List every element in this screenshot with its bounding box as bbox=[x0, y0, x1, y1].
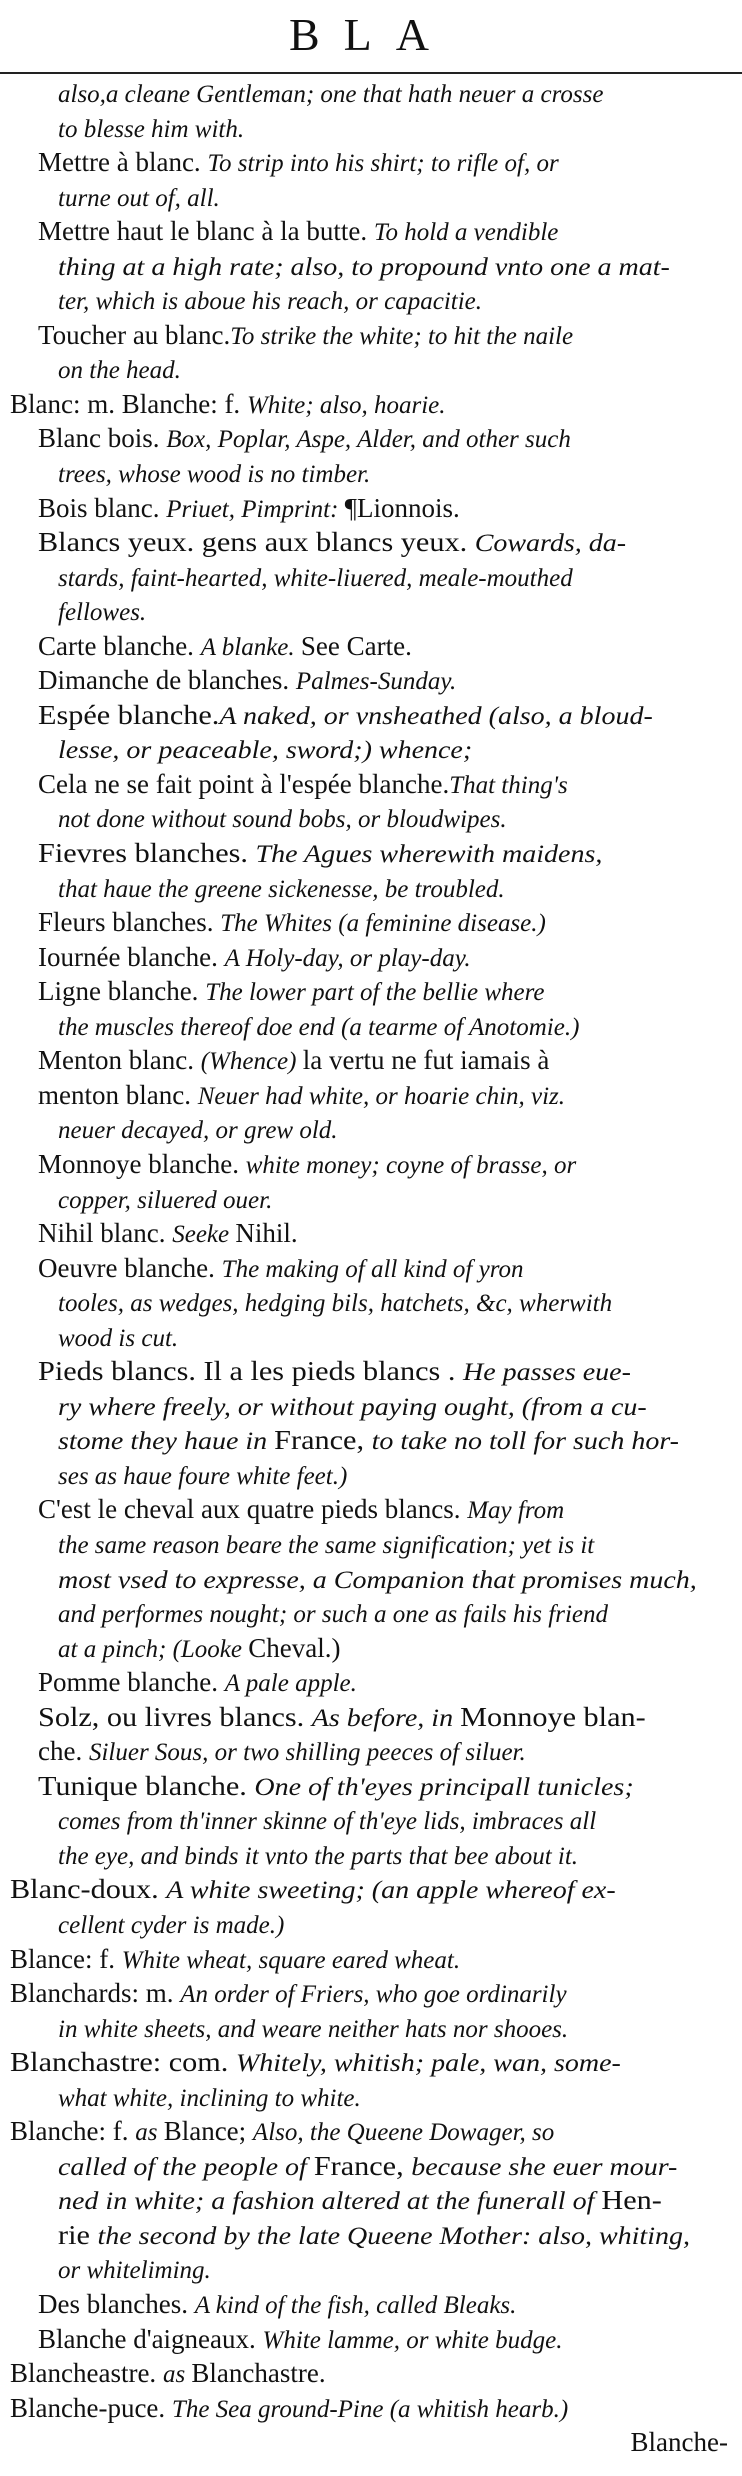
header-rule bbox=[0, 72, 742, 74]
line-text bbox=[58, 596, 146, 626]
dictionary-line bbox=[10, 1287, 728, 1317]
definition-text: To strike the white; to hit the naile bbox=[230, 322, 574, 350]
definition-text: lesse, or peaceable, sword;) whence; bbox=[58, 737, 473, 765]
dictionary-line bbox=[10, 976, 728, 1006]
dictionary-line bbox=[10, 493, 728, 523]
line-text bbox=[58, 285, 482, 315]
definition-text: tooles, as wedges, hedging bils, hatchets, &c, wherwith bbox=[58, 1290, 613, 1318]
headword-text: Carte blanche. bbox=[38, 630, 201, 661]
definition-text: A blanke. bbox=[200, 633, 301, 661]
dictionary-line bbox=[10, 182, 728, 212]
dictionary-line bbox=[10, 1874, 728, 1904]
definition-text: thing at a high rate; also, to propound vnto one a mat- bbox=[58, 253, 670, 281]
definition-text: on the head. bbox=[58, 357, 181, 385]
dictionary-line bbox=[10, 1978, 728, 2008]
line-text bbox=[58, 734, 472, 764]
dictionary-line bbox=[10, 665, 728, 695]
dictionary-line bbox=[10, 1425, 728, 1455]
dictionary-line bbox=[10, 2116, 728, 2146]
headword-text: Blanche d'aigneaux. bbox=[38, 2323, 263, 2354]
line-text bbox=[38, 1736, 526, 1766]
line-text bbox=[38, 216, 558, 246]
dictionary-line bbox=[10, 389, 728, 419]
line-text bbox=[38, 423, 571, 453]
line-text bbox=[58, 458, 370, 488]
line-text bbox=[58, 1391, 647, 1421]
dictionary-line bbox=[10, 527, 728, 557]
definition-text: A kind of the fish, called Bleaks. bbox=[194, 2292, 517, 2319]
dictionary-line bbox=[10, 1494, 728, 1524]
definition-text: copper, siluered ouer. bbox=[58, 1186, 273, 1214]
headword-text: Monnoye blan- bbox=[460, 1701, 646, 1732]
headword-text: Blanchastre. bbox=[191, 2358, 326, 2389]
line-text bbox=[58, 1805, 596, 1835]
line-text bbox=[38, 1080, 565, 1110]
line-text bbox=[10, 2116, 554, 2146]
dictionary-line bbox=[10, 1045, 728, 1075]
definition-text: the same reason beare the same signification; yet is it bbox=[58, 1531, 595, 1559]
headword-text: Espée blanche. bbox=[38, 699, 220, 730]
line-text bbox=[38, 1356, 631, 1386]
headword-text: Blanche: f. bbox=[10, 2116, 136, 2147]
definition-text: He passes eue- bbox=[462, 1359, 631, 1387]
dictionary-line bbox=[10, 78, 728, 108]
dictionary-line bbox=[10, 1840, 728, 1870]
line-text bbox=[38, 976, 545, 1006]
line-text bbox=[58, 1425, 679, 1455]
dictionary-line bbox=[10, 1944, 728, 1974]
definition-text: the eye, and binds it vnto the parts that bee about it. bbox=[58, 1842, 579, 1870]
dictionary-line bbox=[10, 1218, 728, 1248]
dictionary-line bbox=[10, 354, 728, 384]
definition-text: also,a cleane Gentleman; one that hath neuer a crosse bbox=[58, 81, 604, 108]
dictionary-line bbox=[10, 2358, 728, 2388]
definition-text: Whitely, whitish; pale, wan, some- bbox=[235, 2050, 621, 2078]
dictionary-line bbox=[10, 2289, 728, 2319]
dictionary-line bbox=[10, 596, 728, 626]
line-text bbox=[38, 1702, 646, 1732]
dictionary-line bbox=[10, 285, 728, 315]
dictionary-line bbox=[10, 2427, 728, 2457]
dictionary-line bbox=[10, 1529, 728, 1559]
line-text bbox=[38, 493, 460, 523]
line-text bbox=[38, 1149, 576, 1179]
dictionary-line bbox=[10, 838, 728, 868]
dictionary-line bbox=[10, 769, 728, 799]
headword-text: Blanc bois. bbox=[38, 423, 167, 454]
definition-text: White wheat, square eared wheat. bbox=[121, 1946, 461, 1974]
dictionary-line bbox=[10, 320, 728, 350]
headword-text: France, bbox=[313, 2150, 412, 2181]
line-text bbox=[38, 1771, 634, 1801]
definition-text: and performes nought; or such a one as fails his friend bbox=[58, 1601, 608, 1629]
definition-text: An order of Friers, who goe ordinarily bbox=[180, 1981, 567, 2009]
definition-text: ses as haue foure white feet.) bbox=[58, 1462, 348, 1490]
definition-text: A naked, or vnsheathed (also, a bloud- bbox=[219, 702, 653, 730]
line-text bbox=[58, 1287, 612, 1317]
definition-text: That thing's bbox=[449, 771, 568, 799]
dictionary-line bbox=[10, 2393, 728, 2423]
headword-text: Hen- bbox=[601, 2185, 662, 2216]
dictionary-line bbox=[10, 1080, 728, 1110]
line-text bbox=[58, 1184, 272, 1214]
definition-text: Seeke bbox=[172, 1221, 236, 1249]
definition-text: ned in white; a fashion altered at the funerall of bbox=[58, 2188, 602, 2216]
definition-text: To hold a vendible bbox=[373, 219, 559, 247]
headword-text: Blanc-doux. bbox=[10, 1874, 167, 1905]
headword-text: Oeuvre blanche. bbox=[38, 1252, 222, 1283]
definition-text: the muscles thereof doe end (a tearme of Anotomie.) bbox=[58, 1013, 580, 1041]
dictionary-line bbox=[10, 1805, 728, 1835]
line-text bbox=[58, 182, 220, 212]
headword-text: Blanc: m. Blanche: f. bbox=[10, 388, 247, 419]
dictionary-line bbox=[10, 2013, 728, 2043]
definition-text: that haue the greene sickenesse, be troubled. bbox=[58, 875, 505, 903]
line-text bbox=[58, 1114, 338, 1144]
headword-text: Mettre haut le blanc à la butte. bbox=[38, 216, 374, 247]
dictionary-line bbox=[10, 458, 728, 488]
definition-text: The making of all kind of yron bbox=[221, 1255, 524, 1283]
dictionary-line bbox=[10, 942, 728, 972]
dictionary-line bbox=[10, 700, 728, 730]
definition-text: The Whites (a feminine disease.) bbox=[220, 910, 546, 938]
line-text bbox=[58, 1909, 284, 1939]
definition-text: at a pinch; (Looke bbox=[58, 1635, 249, 1663]
headword-text: Blanche-puce. bbox=[10, 2392, 172, 2423]
line-text bbox=[58, 2082, 361, 2112]
line-text bbox=[58, 2220, 690, 2250]
line-text bbox=[10, 1874, 616, 1904]
headword-text: che. bbox=[38, 1736, 89, 1767]
headword-text: Iournée blanche. bbox=[38, 941, 225, 972]
dictionary-line bbox=[10, 631, 728, 661]
headword-text: Blance: f. bbox=[10, 1943, 122, 1974]
dictionary-line bbox=[10, 1702, 728, 1732]
definition-text: to blesse him with. bbox=[58, 115, 245, 143]
line-text bbox=[58, 113, 244, 143]
headword-text: Blanchastre: com. bbox=[10, 2047, 236, 2078]
headword-text: Menton blanc. bbox=[38, 1045, 201, 1076]
headword-text: ¶Lionnois. bbox=[344, 492, 460, 523]
headword-text: Bois blanc. bbox=[38, 492, 167, 523]
headword-text: rie bbox=[58, 2219, 98, 2250]
dictionary-line bbox=[10, 1253, 728, 1283]
definition-text: what white, inclining to white. bbox=[58, 2084, 361, 2112]
dictionary-line bbox=[10, 2047, 728, 2077]
line-text bbox=[58, 2151, 677, 2181]
line-text bbox=[38, 942, 471, 972]
headword-text: See Carte. bbox=[300, 630, 412, 661]
line-text bbox=[38, 2289, 516, 2319]
dictionary-line bbox=[10, 2151, 728, 2181]
line-text bbox=[10, 2393, 568, 2423]
line-text bbox=[58, 251, 670, 281]
dictionary-line bbox=[10, 734, 728, 764]
definition-text: neuer decayed, or grew old. bbox=[58, 1117, 338, 1145]
definition-text: as bbox=[135, 2119, 164, 2147]
definition-text: fellowes. bbox=[58, 599, 147, 627]
definition-text: white money; coyne of brasse, or bbox=[245, 1151, 577, 1179]
definition-text: As before, in bbox=[311, 1704, 461, 1732]
headword-text: Cela ne se fait point à l'espée blanche. bbox=[38, 768, 450, 799]
definition-text: cellent cyder is made.) bbox=[58, 1911, 285, 1939]
definition-text: The Agues wherewith maidens, bbox=[255, 841, 603, 869]
line-text bbox=[38, 907, 546, 937]
line-text bbox=[38, 147, 559, 177]
definition-text: A white sweeting; (an apple whereof ex- bbox=[166, 1877, 616, 1905]
headword-text: Mettre à blanc. bbox=[38, 147, 208, 178]
definition-text: as bbox=[162, 2361, 192, 2389]
headword-text: Monnoye blanche. bbox=[38, 1148, 246, 1179]
line-text bbox=[58, 354, 181, 384]
dictionary-line bbox=[10, 907, 728, 937]
dictionary-line bbox=[10, 423, 728, 453]
definition-text: in white sheets, and weare neither hats nor shooes. bbox=[58, 2015, 569, 2043]
headword-text: Fleurs blanches. bbox=[38, 907, 221, 938]
line-text bbox=[10, 2047, 621, 2077]
dictionary-line bbox=[10, 1564, 728, 1594]
definition-text: most vsed to expresse, a Companion that promises much, bbox=[58, 1566, 697, 1594]
definition-text: or whiteliming. bbox=[58, 2257, 211, 2285]
line-text bbox=[10, 389, 446, 419]
page-header: BLA bbox=[289, 9, 453, 60]
dictionary-line bbox=[10, 2220, 728, 2250]
definition-text: the second by the late Queene Mother: also, whiting, bbox=[97, 2222, 690, 2250]
definition-text: The lower part of the bellie where bbox=[205, 979, 545, 1007]
line-text bbox=[38, 2324, 562, 2354]
line-text bbox=[38, 1045, 549, 1075]
dictionary-line bbox=[10, 1184, 728, 1214]
line-text bbox=[58, 1011, 579, 1041]
definition-text: White; also, hoarie. bbox=[246, 391, 446, 419]
definition-text: Neuer had white, or hoarie chin, viz. bbox=[197, 1082, 566, 1110]
dictionary-line bbox=[10, 2324, 728, 2354]
definition-text: ter, which is aboue his reach, or capacitie. bbox=[58, 288, 483, 316]
line-text bbox=[38, 1253, 524, 1283]
dictionary-line bbox=[10, 1736, 728, 1766]
headword-text: Tunique blanche. bbox=[38, 1770, 255, 1801]
definition-text: To strip into his shirt; to rifle of, or bbox=[207, 150, 559, 178]
line-text bbox=[58, 1840, 578, 1870]
definition-text: The Sea ground-Pine (a whitish hearb.) bbox=[171, 2395, 569, 2423]
line-text bbox=[58, 873, 505, 903]
line-text bbox=[38, 769, 568, 799]
dictionary-line bbox=[10, 1633, 728, 1663]
headword-text: Blance; bbox=[163, 2116, 253, 2147]
line-text bbox=[38, 527, 626, 557]
line-text bbox=[631, 2427, 728, 2457]
definition-text: One of th'eyes principall tunicles; bbox=[254, 1773, 634, 1801]
line-text bbox=[58, 2254, 211, 2284]
headword-text: Blanche- bbox=[630, 2427, 728, 2458]
dictionary-line bbox=[10, 803, 728, 833]
definition-text: Priuet, Pimprint: bbox=[166, 495, 345, 523]
definition-text: wood is cut. bbox=[58, 1324, 179, 1352]
line-text bbox=[58, 1529, 594, 1559]
definition-text: (Whence) bbox=[200, 1048, 303, 1076]
definition-text: trees, whose wood is no timber. bbox=[58, 461, 371, 489]
definition-text: ry where freely, or without paying ought, (from a cu- bbox=[58, 1393, 647, 1421]
headword-text: Cheval.) bbox=[248, 1632, 341, 1663]
headword-text: la vertu ne fut iamais à bbox=[302, 1045, 550, 1076]
headword-text: Fievres blanches. bbox=[38, 838, 256, 869]
definition-text: stards, faint-hearted, white-liuered, meale-mouthed bbox=[58, 564, 573, 592]
line-text bbox=[58, 2185, 662, 2215]
dictionary-line bbox=[10, 1356, 728, 1386]
dictionary-line bbox=[10, 147, 728, 177]
line-text bbox=[58, 1598, 608, 1628]
headword-text: Nihil blanc. bbox=[38, 1218, 173, 1249]
dictionary-line bbox=[10, 1667, 728, 1697]
headword-text: C'est le cheval aux quatre pieds blancs. bbox=[38, 1494, 468, 1525]
dictionary-line bbox=[10, 1598, 728, 1628]
dictionary-line bbox=[10, 216, 728, 246]
definition-text: Siluer Sous, or two shilling peeces of siluer. bbox=[88, 1739, 526, 1767]
definition-text: to take no toll for such hor- bbox=[371, 1428, 680, 1456]
dictionary-line bbox=[10, 1149, 728, 1179]
line-text bbox=[38, 631, 412, 661]
definition-text: Also, the Queene Dowager, so bbox=[252, 2119, 555, 2147]
dictionary-line bbox=[10, 2254, 728, 2284]
definition-text: Cowards, da- bbox=[474, 530, 627, 558]
line-text bbox=[10, 1978, 567, 2008]
line-text bbox=[10, 1944, 460, 1974]
dictionary-line bbox=[10, 1771, 728, 1801]
dictionary-line bbox=[10, 1114, 728, 1144]
line-text bbox=[58, 1460, 347, 1490]
headword-text: Solz, ou livres blancs. bbox=[38, 1701, 312, 1732]
line-text bbox=[38, 320, 573, 350]
headword-text: Pieds blancs. Il a les pieds blancs . bbox=[38, 1356, 463, 1387]
dictionary-column bbox=[10, 78, 728, 2458]
definition-text: May from bbox=[467, 1497, 565, 1525]
line-text bbox=[58, 562, 573, 592]
definition-text: Box, Poplar, Aspe, Alder, and other such bbox=[166, 426, 571, 454]
definition-text: stome they haue in bbox=[58, 1428, 275, 1456]
dictionary-line bbox=[10, 1011, 728, 1041]
line-text bbox=[58, 1633, 340, 1663]
headword-text: Blanchards: m. bbox=[10, 1978, 181, 2009]
definition-text: A pale apple. bbox=[224, 1670, 357, 1698]
dictionary-line bbox=[10, 1460, 728, 1490]
line-text bbox=[38, 1494, 564, 1524]
definition-text: A Holy-day, or play-day. bbox=[224, 944, 471, 972]
headword-text: Des blanches. bbox=[38, 2289, 195, 2319]
definition-text: turne out of, all. bbox=[58, 184, 220, 212]
line-text bbox=[58, 803, 507, 833]
line-text bbox=[38, 1667, 357, 1697]
dictionary-line bbox=[10, 1909, 728, 1939]
headword-text: France, bbox=[274, 1425, 372, 1456]
definition-text: comes from th'inner skinne of th'eye lids, imbraces all bbox=[58, 1808, 597, 1836]
definition-text: not done without sound bobs, or bloudwipes. bbox=[58, 806, 507, 834]
headword-text: Blancheastre. bbox=[10, 2358, 163, 2389]
headword-text: Pomme blanche. bbox=[38, 1667, 225, 1698]
line-text bbox=[58, 1322, 178, 1352]
line-text bbox=[58, 78, 603, 108]
line-text bbox=[10, 2358, 326, 2388]
definition-text: White lamme, or white budge. bbox=[262, 2326, 563, 2354]
line-text bbox=[38, 665, 456, 695]
line-text bbox=[58, 1564, 697, 1594]
dictionary-line bbox=[10, 2082, 728, 2112]
definition-text: Palmes-Sunday. bbox=[295, 668, 457, 696]
line-text bbox=[58, 2013, 568, 2043]
headword-text: menton blanc. bbox=[38, 1079, 198, 1110]
dictionary-line bbox=[10, 562, 728, 592]
line-text bbox=[38, 700, 653, 730]
dictionary-line bbox=[10, 1322, 728, 1352]
headword-text: Ligne blanche. bbox=[38, 976, 206, 1007]
dictionary-line bbox=[10, 873, 728, 903]
headword-text: Dimanche de blanches. bbox=[38, 665, 296, 696]
definition-text: because she euer mour- bbox=[411, 2153, 678, 2181]
dictionary-line bbox=[10, 251, 728, 281]
line-text bbox=[38, 838, 602, 868]
headword-text: Toucher au blanc. bbox=[38, 319, 231, 350]
definition-text: called of the people of bbox=[58, 2153, 314, 2181]
dictionary-line bbox=[10, 1391, 728, 1421]
headword-text: Nihil. bbox=[235, 1218, 298, 1249]
dictionary-line bbox=[10, 113, 728, 143]
dictionary-line bbox=[10, 2185, 728, 2215]
line-text bbox=[38, 1218, 298, 1248]
headword-text: Blancs yeux. gens aux blancs yeux. bbox=[38, 527, 475, 558]
